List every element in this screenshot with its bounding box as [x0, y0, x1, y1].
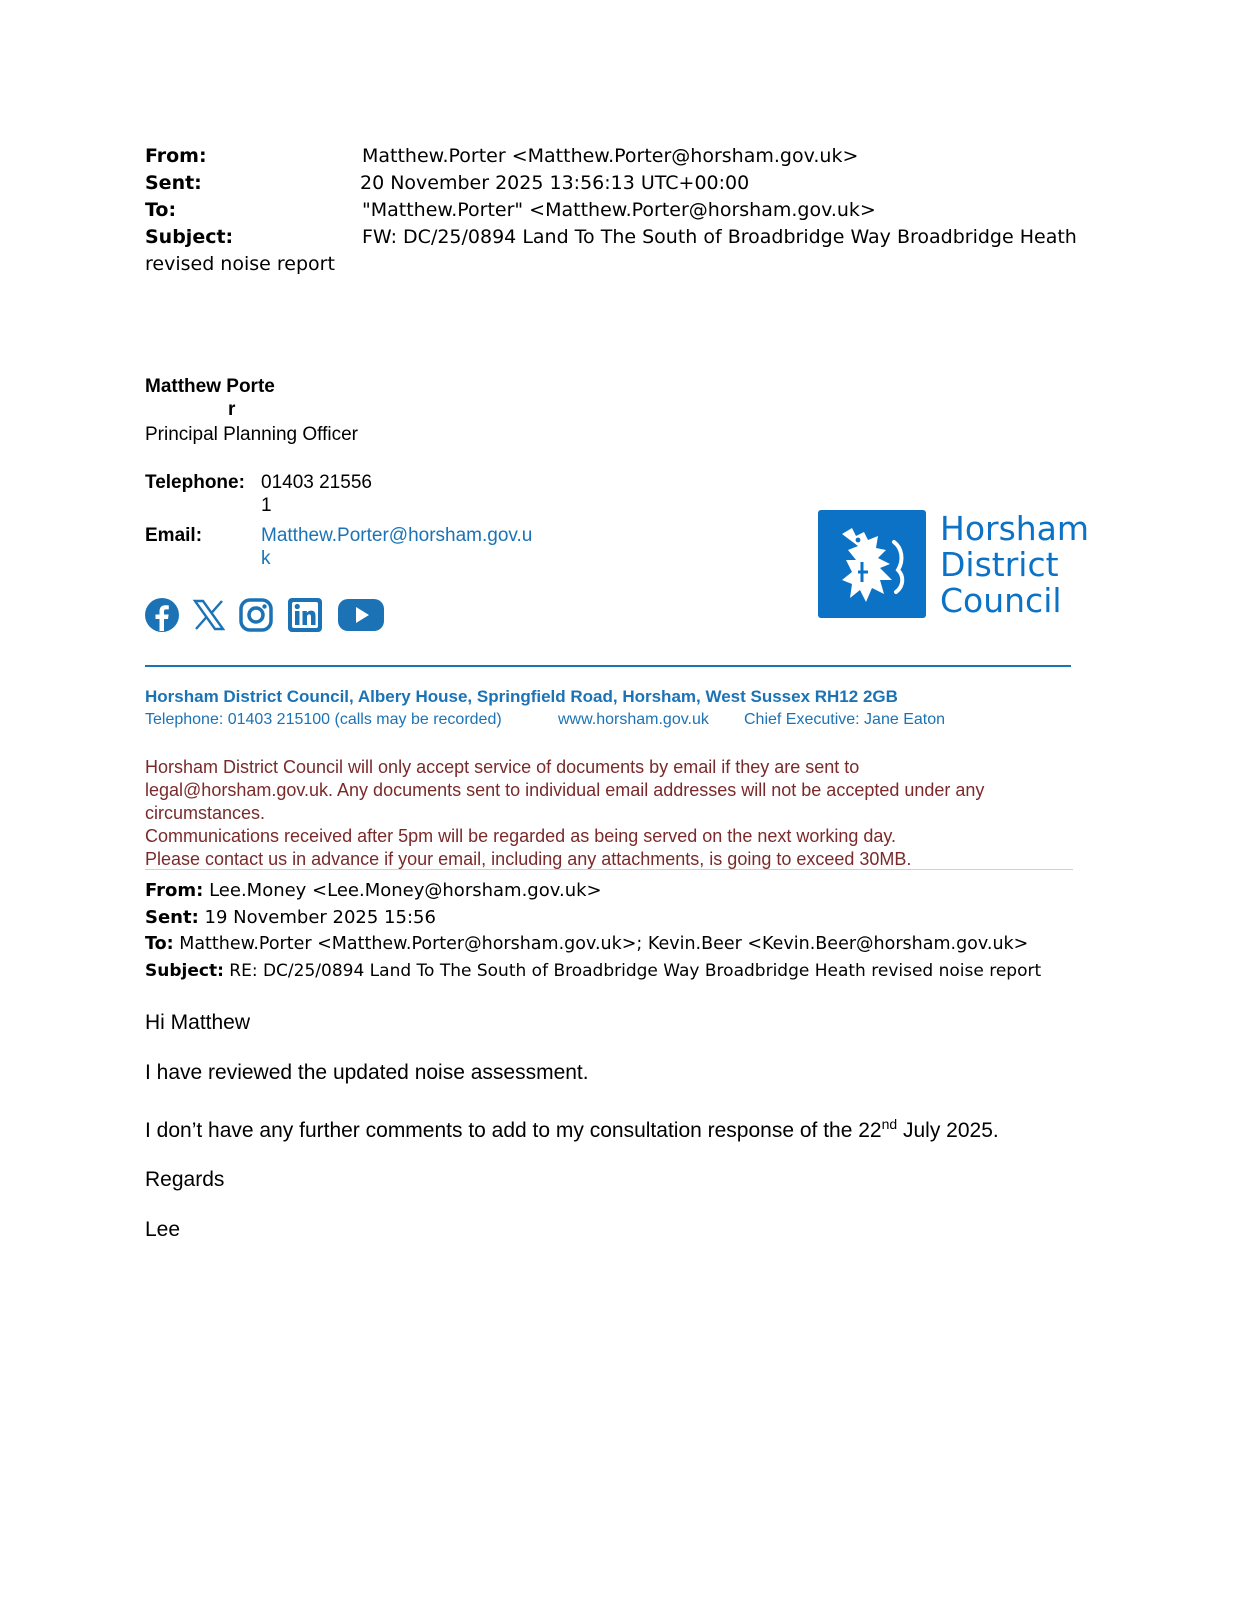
subject-value: FW: DC/25/0894 Land To The South of Broadbridge Way Broadbridge Heath [362, 226, 1077, 248]
telephone-label: Telephone: [145, 472, 245, 493]
body-paragraph-1: I have reviewed the updated noise assessment. [145, 1061, 589, 1084]
signature-name: Matthew Porte [145, 376, 275, 397]
x-icon[interactable] [191, 597, 227, 633]
fwd-from-value: Lee.Money <Lee.Money@horsham.gov.uk> [209, 880, 602, 901]
fwd-to-value: Matthew.Porter <Matthew.Porter@horsham.gov.uk>; Kevin.Beer <Kevin.Beer@horsham.gov.uk> [179, 934, 1029, 954]
fwd-subject-row [145, 958, 1041, 985]
council-logo-text [940, 509, 1090, 620]
footer-chief-executive: Chief Executive: Jane Eaton [744, 711, 946, 728]
footer-telephone: Telephone: 01403 215100 (calls may be recorded) [145, 711, 502, 728]
signature-name-wrap: r [228, 399, 236, 420]
fwd-from-label: From: [145, 880, 204, 901]
fwd-subject-value: RE: DC/25/0894 Land To The South of Broadbridge Way Broadbridge Heath revised noise report [229, 961, 1042, 981]
sent-label: Sent: [145, 172, 202, 194]
fwd-sent-label: Sent: [145, 907, 199, 928]
logo-line-horsham: Horsham [940, 509, 1090, 548]
fwd-subject-label: Subject: [145, 961, 224, 981]
sent-value: 20 November 2025 13:56:13 UTC+00:00 [360, 172, 750, 194]
email-label: Email: [145, 525, 203, 546]
fwd-to-row [145, 931, 1028, 958]
body-sign-off: Lee [145, 1218, 181, 1241]
council-crest-logo [818, 510, 926, 618]
body-paragraph-2-text: I don’t have any further comments to add to my consultation response of the 22 [145, 1119, 882, 1142]
from-label: From: [145, 145, 207, 167]
body-paragraph-2 [145, 1116, 999, 1143]
body-closing: Regards [145, 1168, 225, 1191]
logo-line-district: District [940, 545, 1059, 584]
fwd-sent-row [145, 904, 436, 931]
signature-title: Principal Planning Officer [145, 424, 358, 445]
subject-label: Subject: [145, 226, 234, 248]
legal-disclaimer [145, 756, 1105, 871]
body-paragraph-2-superscript: nd [881, 1116, 898, 1132]
telephone-value: 01403 21556 [261, 472, 372, 493]
fwd-sent-value: 19 November 2025 15:56 [204, 907, 436, 928]
email-link[interactable]: Matthew.Porter@horsham.gov.u [261, 525, 533, 546]
legal-line: circumstances. [145, 803, 266, 823]
youtube-icon[interactable] [337, 597, 385, 633]
footer-address: Horsham District Council, Albery House, Springfield Road, Horsham, West Sussex RH12 2GB [145, 687, 898, 706]
body-paragraph-2-end: July 2025. [897, 1119, 999, 1142]
body-greeting: Hi Matthew [145, 1011, 251, 1034]
signature-divider [145, 665, 1071, 667]
legal-line: legal@horsham.gov.uk. Any documents sent to individual email addresses will not be accepted under any [145, 780, 985, 800]
legal-line: Communications received after 5pm will be regarded as being served on the next working day. [145, 826, 897, 846]
legal-line: Please contact us in advance if your email, including any attachments, is going to exceed 30MB. [145, 849, 912, 869]
telephone-value-wrap: 1 [261, 495, 272, 516]
forward-separator [145, 869, 1073, 870]
fwd-from-row [145, 877, 602, 904]
logo-line-council: Council [940, 581, 1062, 620]
linkedin-icon[interactable] [287, 597, 323, 633]
from-value: Matthew.Porter <Matthew.Porter@horsham.gov.uk> [362, 145, 859, 167]
subject-value-continued: revised noise report [145, 253, 335, 275]
email-link-wrap[interactable]: k [261, 548, 271, 569]
footer-website-link[interactable]: www.horsham.gov.uk [558, 711, 709, 728]
to-label: To: [145, 199, 177, 221]
facebook-icon[interactable] [144, 597, 180, 633]
instagram-icon[interactable] [238, 597, 274, 633]
fwd-to-label: To: [145, 934, 174, 954]
legal-line: Horsham District Council will only accept service of documents by email if they are sent to [145, 757, 860, 777]
to-value: "Matthew.Porter" <Matthew.Porter@horsham.gov.uk> [362, 199, 876, 221]
